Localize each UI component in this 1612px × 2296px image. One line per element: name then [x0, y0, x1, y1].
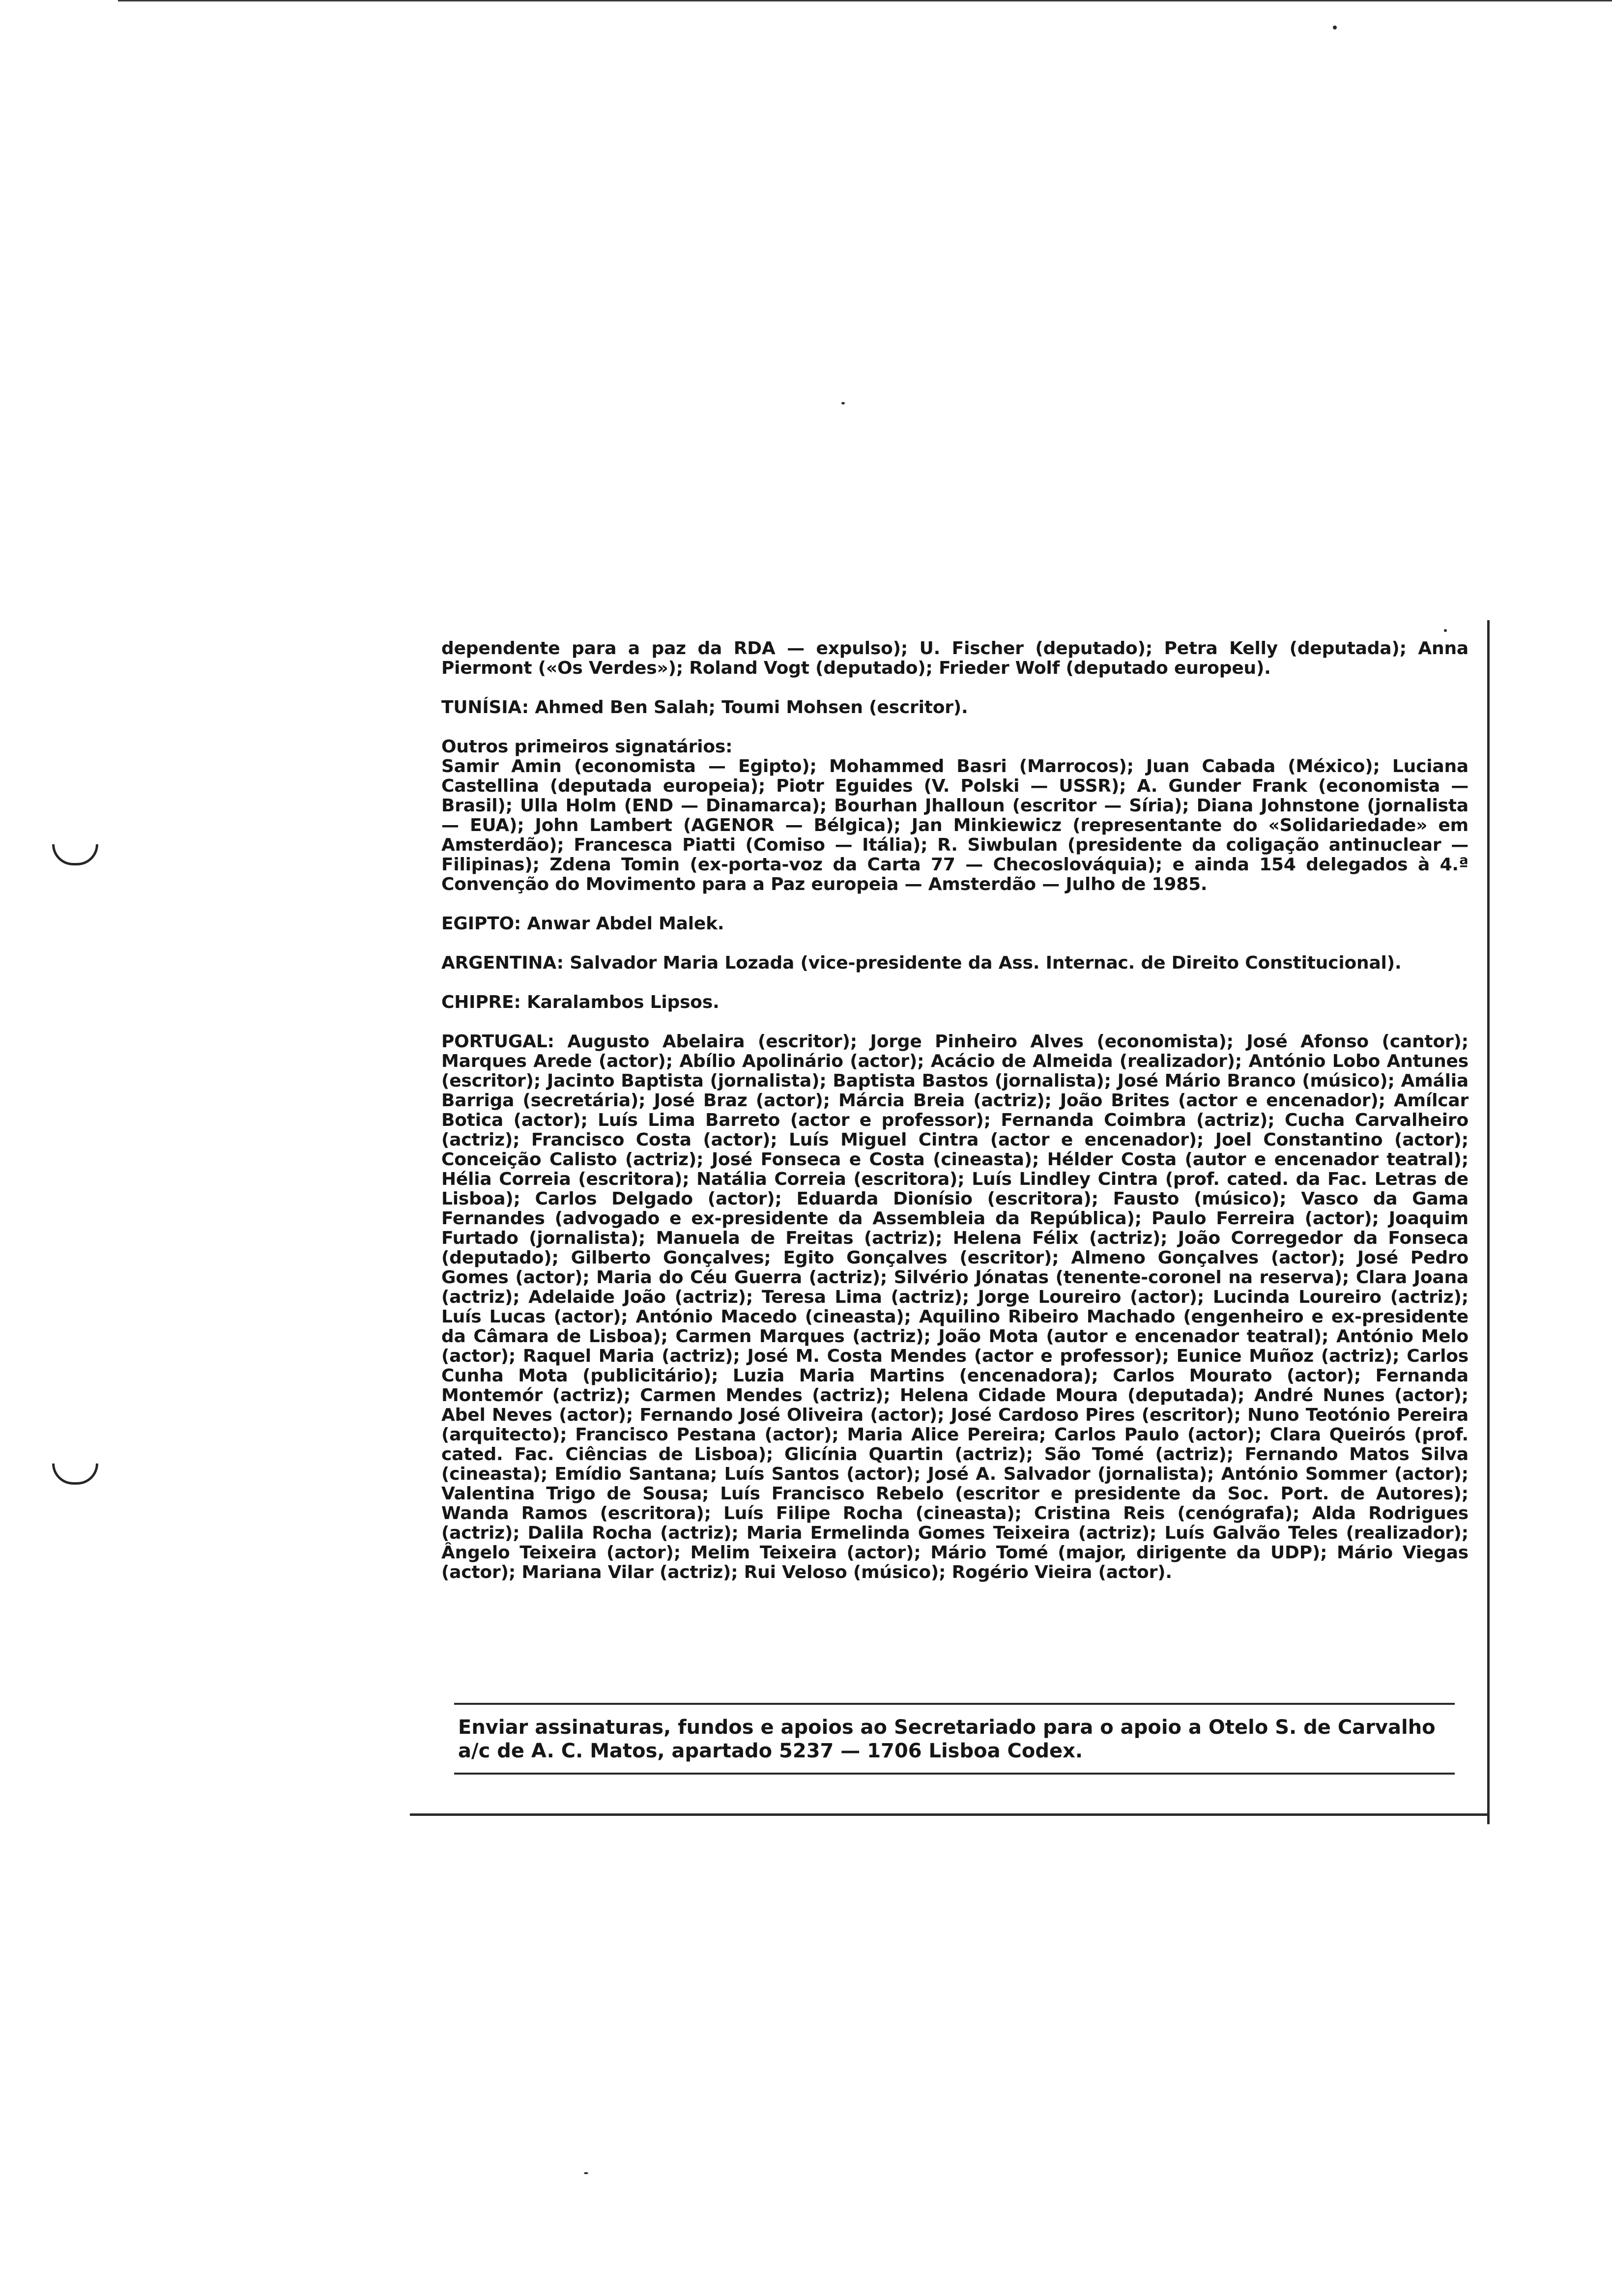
country-label: EGIPTO:	[441, 914, 521, 934]
scan-speck	[1444, 629, 1447, 632]
scan-speck	[1333, 26, 1337, 29]
punch-hole-mark-bottom	[52, 1464, 98, 1485]
document-right-border	[1487, 620, 1490, 1824]
section-portugal	[441, 1032, 1468, 1582]
top-edge-rule	[118, 0, 1612, 1]
section-text: Ahmed Ben Salah; Toumi Mohsen (escritor).	[535, 697, 968, 718]
section-other-signatories	[441, 737, 1468, 894]
section-tunisia	[441, 698, 1468, 718]
country-label: CHIPRE:	[441, 992, 521, 1012]
section-heading: Outros primeiros signatários:	[441, 737, 733, 757]
section-text: Samir Amin (economista — Egipto); Mohammed Basri (Marrocos); Juan Cabada (México); Luciana Castellina (deputada europeia); Piotr Eguides (V. Polski — USSR); A. Gunder Frank (economista — Brasil); Ulla Holm (END — Dinamarca); Bourhan Jhalloun (escritor — Síria); Diana Johnstone (jornalista — EUA); John Lambert (AGENOR — Bélgica); Jan Minkiewicz (representante do «Solidariedade» em Amsterdão); Francesca Piatti (Comiso — Itália); R. Siwbulan (presidente da coligação antinuclear — Filipinas); Zdena Tomin (ex-porta-voz da Carta 77 — Checoslováquia); e ainda 154 delegados à 4.ª Convenção do Movimento para a Paz europeia — Amsterdão — Julho de 1985.	[441, 756, 1468, 894]
country-label: TUNÍSIA:	[441, 697, 529, 718]
footer-text: Enviar assinaturas, fundos e apoios ao Secretariado para o apoio a Otelo S. de Carvalho a/c de A. C. Matos, apartado 5237 — 1706 Lisboa Codex.	[458, 1716, 1436, 1762]
section-text: Augusto Abelaira (escritor); Jorge Pinheiro Alves (economista); José Afonso (cantor); Marques Arede (actor); Abílio Apolinário (actor); Acácio de Almeida (realizador); António Lobo Antunes (escritor); Jacinto Baptista (jornalista); Baptista Bastos (jornalista); José Mário Branco (músico); Amália Barriga (secretária); José Braz (actor); Márcia Breia (actriz); João Brites (actor e encenador); Amílcar Botica (actor); Luís Lima Barreto (actor e professor); Fernanda Coimbra (actriz); Cucha Carvalheiro (actriz); Francisco Costa (actor); Luís Miguel Cintra (actor e encenador); Joel Constantino (actor); Conceição Calisto (actriz); José Fonseca e Costa (cineasta); Hélder Costa (autor e encenador teatral); Hélia Correia (escritora); Natália Correia (escritora); Luís Lindley Cintra (prof. cated. da Fac. Letras de Lisboa); Carlos Delgado (actor); Eduarda Dionísio (escritora); Fausto (músico); Vasco da Gama Fernandes (advogado e ex-presidente da Assembleia da República); Paulo Ferreira (actor); Joaquim Furtado (jornalista); Manuela de Freitas (actriz); Helena Félix (actriz); João Corregedor da Fonseca (deputado); Gilberto Gonçalves; Egito Gonçalves (escritor); Almeno Gonçalves (actor); José Pedro Gomes (actor); Maria do Céu Guerra (actriz); Silvério Jónatas (tenente-coronel na reserva); Clara Joana (actriz); Adelaide João (actriz); Teresa Lima (actriz); Jorge Loureiro (actor); Lucinda Loureiro (actriz); Luís Lucas (actor); António Macedo (cineasta); Aquilino Ribeiro Machado (engenheiro e ex-presidente da Câmara de Lisboa); Carmen Marques (actriz); João Mota (autor e encenador teatral); António Melo (actor); Raquel Maria (actriz); José M. Costa Mendes (actor e professor); Eunice Muñoz (actriz); Carlos Cunha Mota (publicitário); Luzia Maria Martins (encenadora); Carlos Mourato (actor); Fernanda Montemór (actriz); Carmen Mendes (actriz); Helena Cidade Moura (deputada); André Nunes (actor); Abel Neves (actor); Fernando José Oliveira (actor); José Cardoso Pires (escritor); Nuno Teotónio Pereira (arquitecto); Francisco Pestana (actor); Maria Alice Pereira; Carlos Paulo (actor); Clara Queirós (prof. cated. Fac. Ciências de Lisboa); Glicínia Quartin (actriz); São Tomé (actriz); Fernando Matos Silva (cineasta); Emídio Santana; Luís Santos (actor); José A. Salvador (jornalista); António Sommer (actor); Valentina Trigo de Sousa; Luís Francisco Rebelo (escritor e presidente da Soc. Port. de Autores); Wanda Ramos (escritora); Luís Filipe Rocha (cineasta); Cristina Reis (cenógrafa); Alda Rodrigues (actriz); Dalila Rocha (actriz); Maria Ermelinda Gomes Teixeira (actriz); Luís Galvão Teles (realizador); Ângelo Teixeira (actor); Melim Teixeira (actor); Mário Tomé (major, dirigente da UDP); Mário Viegas (actor); Mariana Vilar (actriz); Rui Veloso (músico); Rogério Vieira (actor).	[441, 1032, 1468, 1582]
section-cyprus	[441, 993, 1468, 1012]
section-text: Karalambos Lipsos.	[526, 992, 720, 1012]
section-argentina	[441, 953, 1468, 973]
bottom-rule	[410, 1813, 1489, 1816]
section-text: Salvador Maria Lozada (vice-presidente da Ass. Internac. de Direito Constitucional).	[570, 953, 1402, 973]
signatories-document	[441, 639, 1468, 1582]
country-label: ARGENTINA:	[441, 953, 564, 973]
country-label: PORTUGAL:	[441, 1032, 554, 1052]
section-egypt	[441, 914, 1468, 934]
contact-footer	[454, 1703, 1455, 1775]
scan-speck	[841, 402, 845, 404]
intro-paragraph: dependente para a paz da RDA — expulso); U. Fischer (deputado); Petra Kelly (deputada); Anna Piermont («Os Verdes»); Roland Vogt (deputado); Frieder Wolf (deputado europeu).	[441, 638, 1468, 678]
punch-hole-mark-top	[52, 844, 98, 865]
section-text: Anwar Abdel Malek.	[527, 914, 724, 934]
scan-speck	[584, 2172, 588, 2174]
